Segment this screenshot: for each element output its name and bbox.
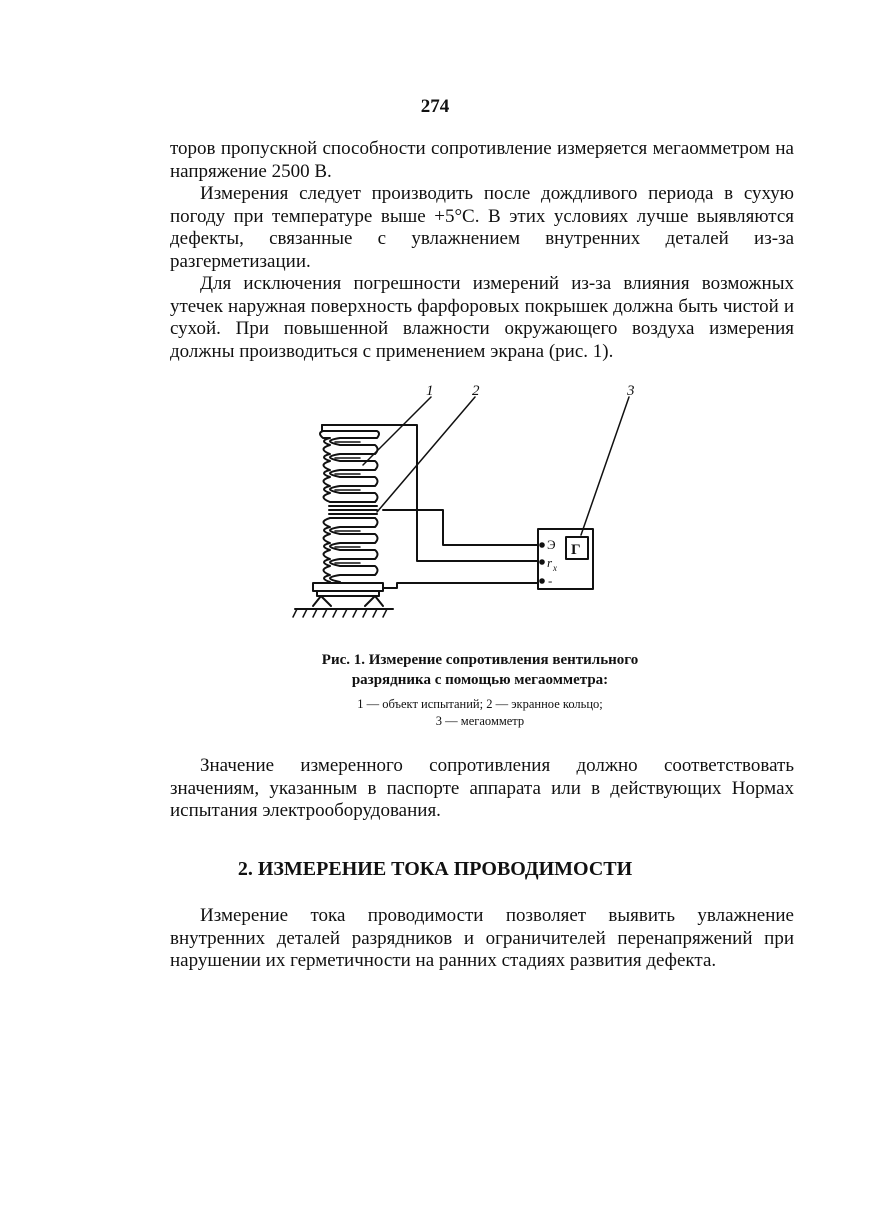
- figure-caption-line-2: разрядника с помощью мегаомметра:: [351, 672, 609, 688]
- ground-symbol: [293, 596, 393, 617]
- circuit-diagram: [285, 385, 645, 625]
- terminal-rx-label: r: [547, 555, 553, 570]
- section-heading: 2. ИЗМЕРЕНИЕ ТОКА ПРОВОДИМОСТИ: [237, 858, 633, 880]
- figure-caption-line-1: Рис. 1. Измерение сопротивления вентильного: [321, 652, 639, 668]
- paragraph-conduction-current: Измерение тока проводимости позволяет выявить увлажнение внутренних деталей разрядников и ограничителей перенапряжений при нарушении их герметичности на ранних стадиях развития дефекта.: [170, 905, 794, 971]
- generator-symbol: Г: [571, 542, 581, 558]
- paragraph-continuation: торов пропускной способности сопротивление измеряется мегаомметром на напряжение 2500 В.: [170, 138, 794, 182]
- connection-wires: [383, 425, 537, 588]
- terminal-minus-label: -: [548, 573, 553, 588]
- figure-legend-line-2: 3 — мегаомметр: [435, 714, 525, 728]
- arrester-insulator: [313, 425, 385, 596]
- paragraph-surface-cleanliness: Для исключения погрешности измерений из-за влияния возможных утечек наружная поверхность фарфоровых покрышек должна быть чистой и сухой. При повышенной влажности окружающего воздуха измерения должны производиться с применением экрана (рис. 1).: [170, 273, 794, 362]
- page-number: 274: [420, 96, 450, 117]
- callout-label-1: 1: [426, 385, 434, 399]
- paragraph-resistance-value: Значение измеренного сопротивления должно соответствовать значениям, указанным в паспорте аппарата или в действующих Нормах испытания электрооборудования.: [170, 755, 794, 821]
- figure-megohmmeter-diagram: [285, 385, 645, 625]
- callout-label-3: 3: [627, 385, 635, 399]
- paragraph-measurement-conditions: Измерения следует производить после дождливого периода в сухую погоду при температуре выше +5°С. В этих условиях лучше выявляются дефекты, связанные с увлажнением внутренних деталей из-за разгерметизации.: [170, 183, 794, 272]
- terminal-screen-label: Э: [547, 537, 556, 552]
- figure-legend-line-1: 1 — объект испытаний; 2 — экранное кольцо;: [357, 697, 603, 711]
- callout-label-2: 2: [472, 385, 480, 399]
- callout-leaders: [363, 397, 629, 535]
- terminal-rx-subscript: x: [553, 563, 557, 573]
